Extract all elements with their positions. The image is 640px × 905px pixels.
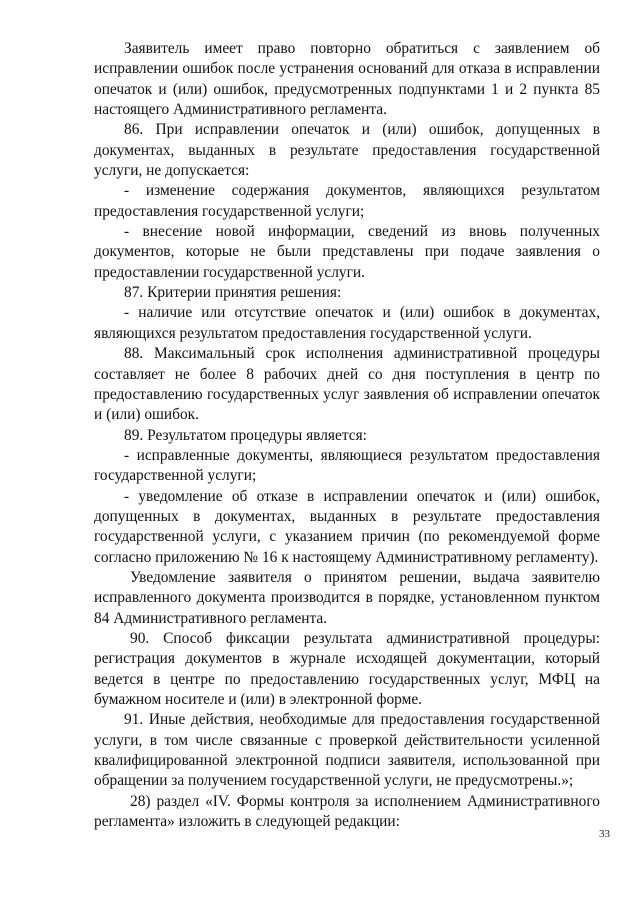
- page-number: 33: [599, 828, 610, 840]
- document-body: [94, 39, 600, 832]
- paragraph-91: 91. Иные действия, необходимые для предоставления государственной услуги, в том числе связанные с проверкой действительности усиленной квалифицированной электронной подписи заявителя, использованной при обращении за получением государственной услуги, не предусмотрены.»;: [94, 711, 600, 790]
- paragraph-section-28: 28) раздел «IV. Формы контроля за исполнением Административного регламента» изложить в следующей редакции:: [94, 792, 600, 831]
- paragraph-89: 89. Результатом процедуры является:: [124, 426, 367, 444]
- paragraph-notification: Уведомление заявителя о принятом решении, выдача заявителю исправленного документа производится в порядке, установленном пунктом 84 Административного регламента.: [94, 568, 600, 627]
- paragraph-87-item: - наличие или отсутствие опечаток и (или) ошибок в документах, являющихся результатом предоставления государственной услуги.: [94, 304, 600, 342]
- paragraph-87: 87. Критерии принятия решения:: [124, 284, 342, 302]
- paragraph-86-item-2: - внесение новой информации, сведений из вновь полученных документов, которые не были представлены при подаче заявления о предоставлении государственной услуги.: [94, 223, 600, 281]
- paragraph-89-item-2: - уведомление об отказе в исправлении опечаток и (или) ошибок, допущенных в документах, выданных в результате предоставления государственной услуги, с указанием причин (по рекомендуемой форме согласно приложению № 16 к настоящему Административному регламенту).: [94, 487, 600, 566]
- paragraph-90: 90. Способ фиксации результата административной процедуры: регистрация документов в журнале исходящей документации, который ведется в центре по предоставлению государственных услуг, МФЦ на бумажном носителе и (или) в электронной форме.: [94, 629, 600, 708]
- paragraph-89-item-1: - исправленные документы, являющиеся результатом предоставления государственной услуги;: [94, 446, 600, 485]
- paragraph-repeat-request: Заявитель имеет право повторно обратиться с заявлением об исправлении ошибок после устранения оснований для отказа в исправлении опечаток и (или) ошибок, предусмотренных подпунктами 1 и 2 пункта 85 настоящего Административного регламента.: [94, 40, 600, 119]
- paragraph-86: 86. При исправлении опечаток и (или) ошибок, допущенных в документах, выданных в результате предоставления государственной услуги, не допускается:: [94, 121, 600, 180]
- paragraph-88: 88. Максимальный срок исполнения административной процедуры составляет не более 8 рабочих дней со дня поступления в центр по предоставлению государственных услуг заявления об исправлении опечаток и (или) ошибок.: [94, 345, 600, 424]
- paragraph-86-item-1: - изменение содержания документов, являющихся результатом предоставления государственной услуги;: [94, 182, 600, 220]
